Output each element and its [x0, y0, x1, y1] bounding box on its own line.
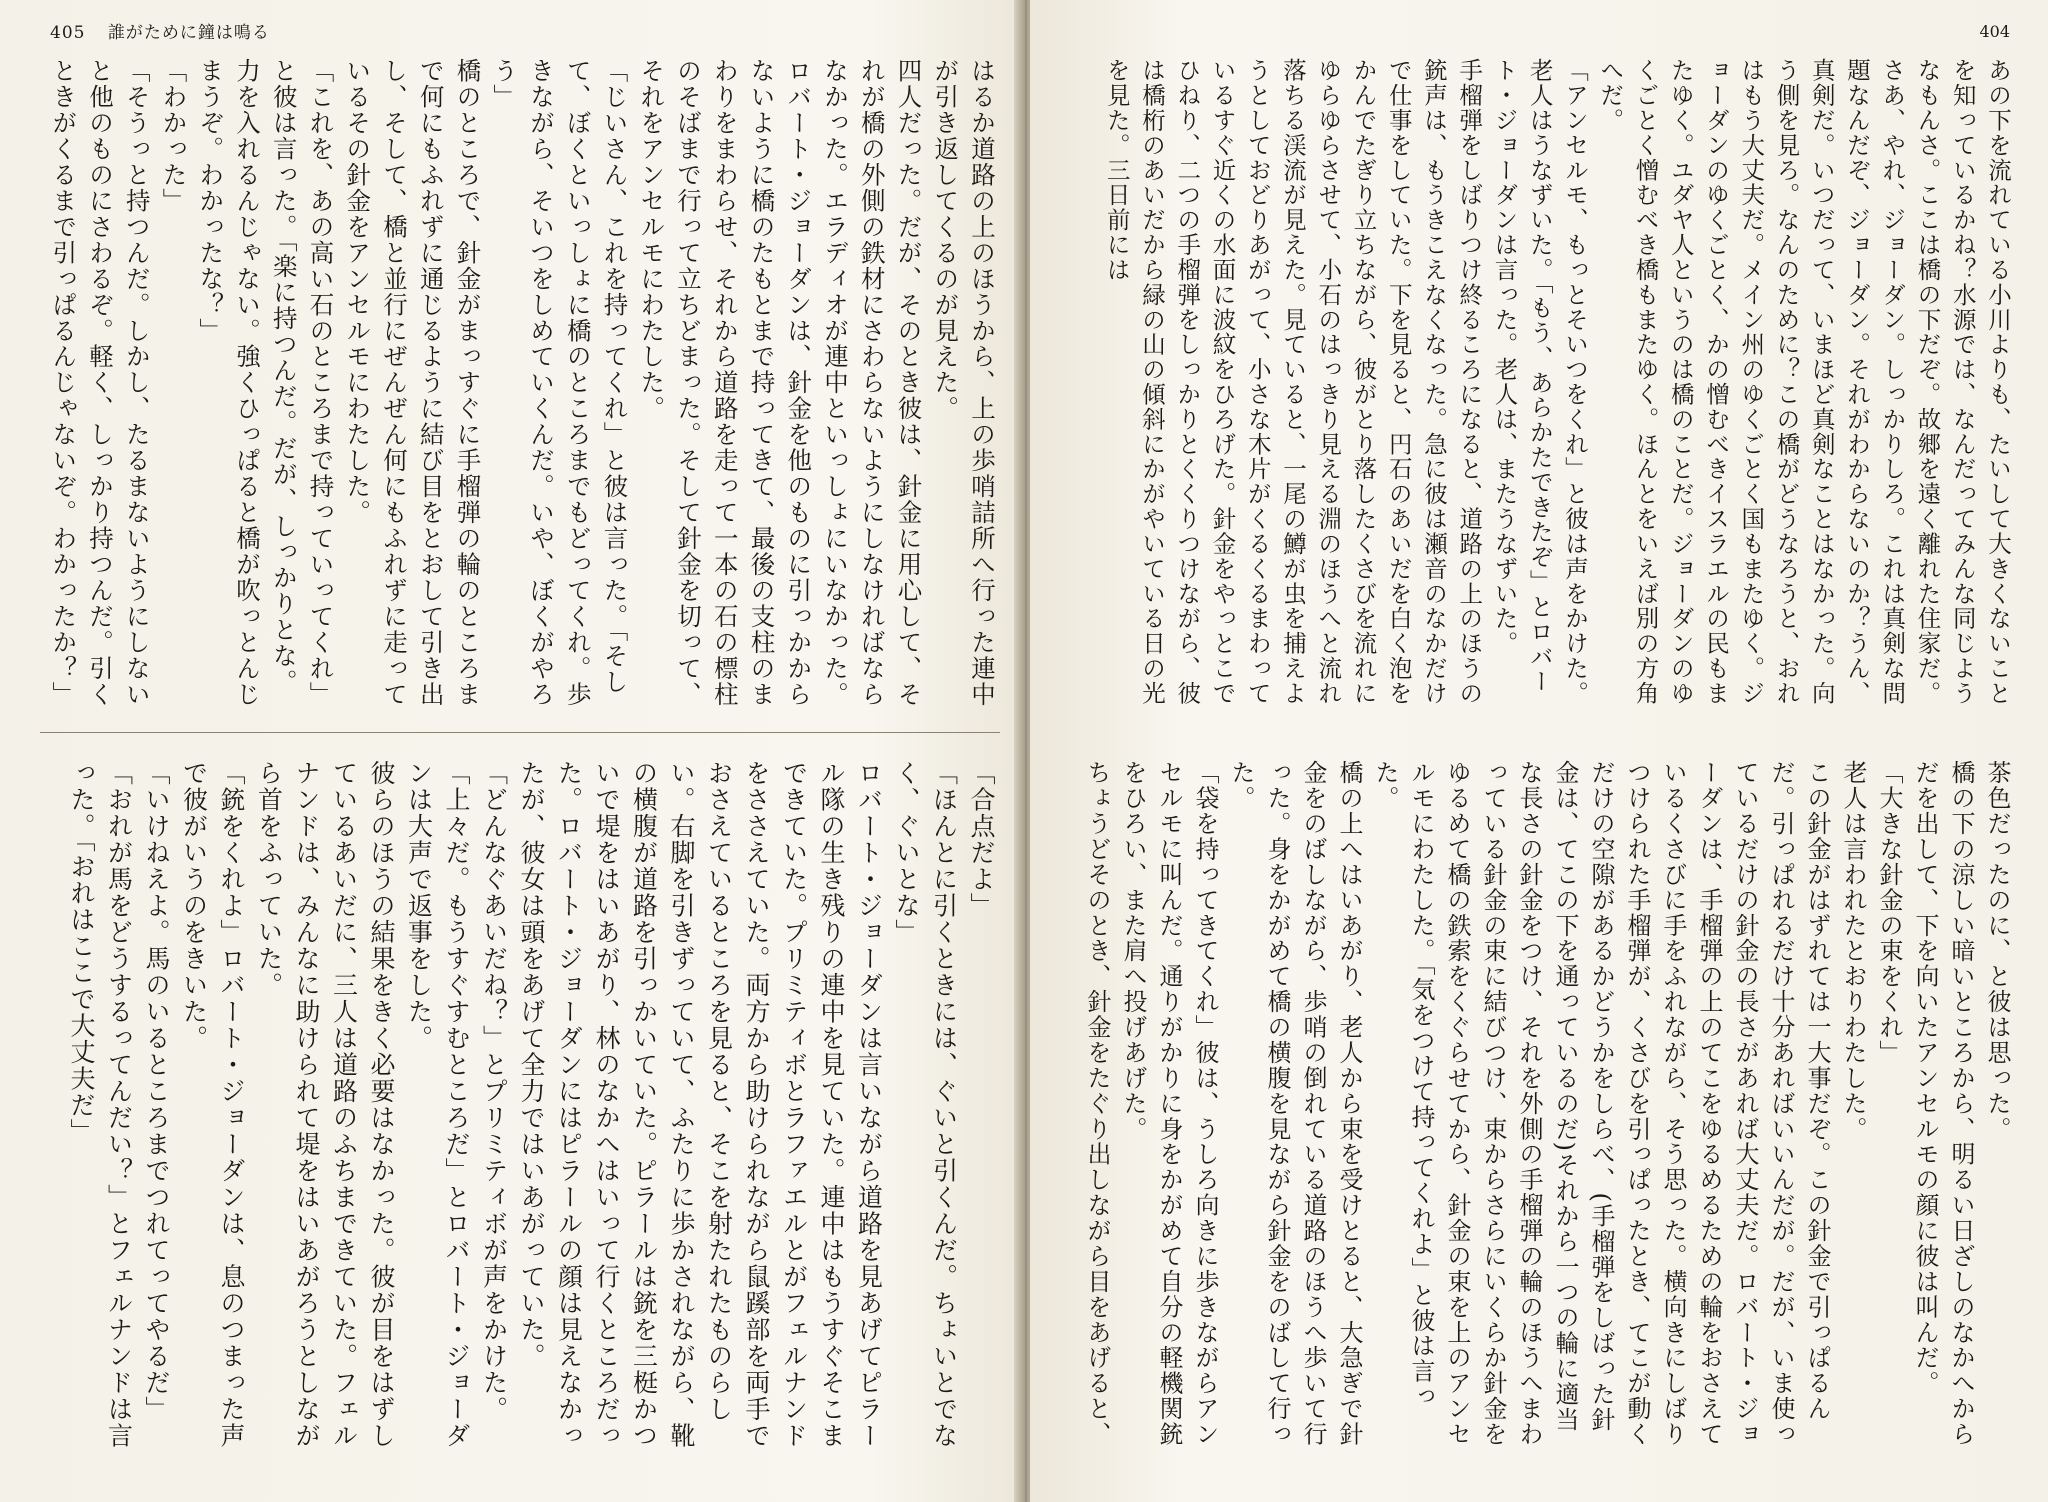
paragraph: 橋の上へはいあがり、老人から束を受けとると、大急ぎで針金をのばしながら、歩哨の倒れている道路のほうへ歩いて行った。身をかがめて橋の横腹を見ながら針金をのばして行った。 — [1227, 760, 1363, 1447]
paragraph: 老人は言われたとおりわたした。 — [1839, 760, 1867, 1142]
paragraph: 「大きな針金の束をくれ」 — [1875, 760, 1903, 1066]
left-upper-column — [40, 58, 1000, 718]
right-upper-column — [1060, 58, 2015, 718]
paragraph: 橋のところで、針金がまっすぐに手榴弾の輪のところまで何にもふれずに通じるように結び目をとおして引き出し、そして、橋と並行にぜんぜん何にもふれずに走っているその針金をアンセルモにわたした。 — [343, 58, 483, 708]
paragraph: この針金がはずれては一大事だぞ。この針金で引っぱるんだ。引っぱれるだけ十分あればいいんだが。だが、いま使っているだけの針金の長さがあれば大丈夫だ。ロバート・ジョーダンは、手榴弾の上のてこをゆるめるための輪をおさえているくさびに手をふれながら、そう思った。横向きにしばりつけられた手榴弾が、くさびを引っぱったとき、てこが動くだけの空隙があるかどうかをしらべ、(手榴弾をしばった針金は、てこの下を通っているのだ)それから一つの輪に適当な長さの針金をつけ、それを外側の手榴弾の輪のほうへまわっている針金の束に結びつけ、束からさらにいくらか針金をゆるめて橋の鉄索をくぐらせてから、針金の束を上のアンセルモにわたした。「気をつけて持ってくれよ」と彼は言った。 — [1371, 760, 1831, 1447]
page-number-right: 404 — [1979, 22, 2010, 41]
paragraph: 「袋を持ってきてくれ」彼は、うしろ向きに歩きながらアンセルモに叫んだ。通りがかりに身をかがめて自分の軽機関銃をひろい、また肩へ投げあげた。 — [1119, 760, 1219, 1447]
paragraph: 「合点だよ」 — [967, 760, 996, 919]
paragraph: はるか道路の上のほうから、上の歩哨詰所へ行った連中が引き返してくるのが見えた。 — [931, 58, 997, 708]
paragraph: 彼らのほうの結果をきく必要はなかった。彼が目をはずしているあいだに、三人は道路のふちまできていた。フェルナンドは、みんなに助けられて堤をはいあがろうとしながら首をふっていた。 — [254, 760, 396, 1449]
paragraph: 「おれが馬をどうするってんだい？」とフェルナンドは言った。「おれはここで大丈夫だ」 — [67, 760, 134, 1449]
paragraph: 茶色だったのに、と彼は思った。 — [1983, 760, 2011, 1142]
left-page — [0, 0, 1022, 1502]
paragraph: あの下を流れている小川よりも、たいして大きくないことを知っているかね？水源では、なんだってみんな同じようなもんさ。ここは橋の下だぞ。故郷を遠く離れた住家だ。さあ、やれ、ジョーダン。しっかりしろ。これは真剣な問題なんだぞ、ジョーダン。それがわからないのか？うん、真剣だ。いつだって、いまほど真剣なことはなかった。向う側を見ろ。なんのために？この橋がどうなろうと、おれはもう大丈夫だ。メイン州のゆくごとく国もまたゆく。ジョーダンのゆくごとく、かの憎むべきイスラエルの民もまたゆく。ユダヤ人というのは橋のことだ。ジョーダンのゆくごとく憎むべき橋もまたゆく。ほんとをいえば別の方角へだ。 — [1596, 58, 2012, 706]
paragraph: 「じいさん、これを持ってくれ」と彼は言った。「そして、ぼくといっしょに橋のところまでもどってくれ。歩きながら、そいつをしめていくんだ。いや、ぼくがやろう」 — [490, 58, 630, 708]
paragraph: ちょうどそのとき、針金をたぐり出しながら目をあげると、 — [1083, 760, 1111, 1447]
paragraph: 「上々だ。もうすぐすむところだ」とロバート・ジョーダンは大声で返事をした。 — [404, 760, 471, 1449]
paragraph: 「わかった」 — [159, 58, 189, 214]
paragraph: 「これを、あの高い石のところまで持っていってくれ」と彼は言った。「楽に持つんだ。だが、しっかりとな。力を入れるんじゃない。強くひっぱると橋が吹っとんじまうぞ。わかったな？」 — [196, 58, 336, 708]
column-divider — [40, 732, 1000, 733]
running-header — [50, 18, 270, 43]
running-title: 誰がために鐘は鳴る — [107, 23, 270, 43]
paragraph: ロバート・ジョーダンは言いながら道路を見あげてピラール隊の生き残りの連中を見ていた。連中はもうすぐそこまできていた。プリミティボとラファエルとがフェルナンドをささえていた。両方から助けられながら鼠蹊部を両手でおさえているところを見ると、そこを射たれたものらしい。右脚を引きずっていて、ふたりに歩かされながら、靴の横腹が道路を引っかいていた。ピラールは銃を三梃かついで堤をはいあがり、林のなかへはいって行くところだった。ロバート・ジョーダンにはピラールの顔は見えなかったが、彼女は頭をあげて全力ではいあがっていた。 — [517, 760, 884, 1449]
paragraph: 「銃をくれよ」ロバート・ジョーダンは、息のつまった声で彼がいうのをきいた。 — [179, 760, 246, 1449]
paragraph: ロバート・ジョーダンは、針金を他のものに引っかからないように橋のたもとまで持ってきて、最後の支柱のまわりをまわらせ、それから道路を走って一本の石の標柱のそばまで行って立ちどまった。そして針金を切って、それをアンセルモにわたした。 — [637, 58, 814, 708]
paragraph: 「ほんとに引くときには、ぐいと引くんだ。ちょいとでなく、ぐいとな」 — [892, 760, 959, 1449]
right-page — [1030, 0, 2048, 1502]
paragraph: 「アンセルモ、もっとそいつをくれ」と彼は声をかけた。老人はうなずいた。「もう、あらかたできたぞ」とロバート・ジョーダンは言った。老人は、またうなずいた。 — [1490, 58, 1589, 706]
right-lower-column — [1060, 760, 2015, 1450]
paragraph: 「そうっと持つんだ。しかし、たるまないようにしないと他のものにさわるぞ。軽く、しっかり持つんだ。引くときがくるまで引っぱるんじゃないぞ。わかったか？」 — [49, 58, 152, 708]
paragraph: 「どんなぐあいだね？」とプリミティボが声をかけた。 — [479, 760, 509, 1423]
paragraph: 手榴弾をしばりつけ終るころになると、道路の上のほうの銃声は、もうきこえなくなった。急に彼は瀬音のなかだけで仕事をしていた。下を見ると、円石のあいだを白く泡をかんでたぎり立ちながら、彼がとり落したくさびを流れにゆらゆらさせて、小石のはっきり見える淵のほうへと流れ落ちる渓流が見えた。見ていると、一尾の鱒が虫を捕えようとしておどりあがって、小さな木片がくるくるまわっているすぐ近くの水面に波紋をひろげた。針金をやっとこでひねり、二つの手榴弾をしっかりとくくりつけながら、彼は橋桁のあいだから緑の山の傾斜にかがやいている日の光を見た。三日前には — [1102, 58, 1484, 706]
page-number-left: 405 — [50, 23, 86, 43]
paragraph: 四人だった。だが、そのとき彼は、針金に用心して、それが橋の外側の鉄材にさわらないようにしなければならなかった。エラディオが連中といっしょにいなかった。 — [821, 58, 924, 708]
left-lower-column — [40, 760, 1000, 1450]
paragraph: 橋の下の涼しい暗いところから、明るい日ざしのなかへからだを出して、下を向いたアンセルモの顔に彼は叫んだ。 — [1911, 760, 1975, 1447]
paragraph: 「いけねえよ。馬のいるところまでつれてってやるだ」 — [142, 760, 171, 1423]
